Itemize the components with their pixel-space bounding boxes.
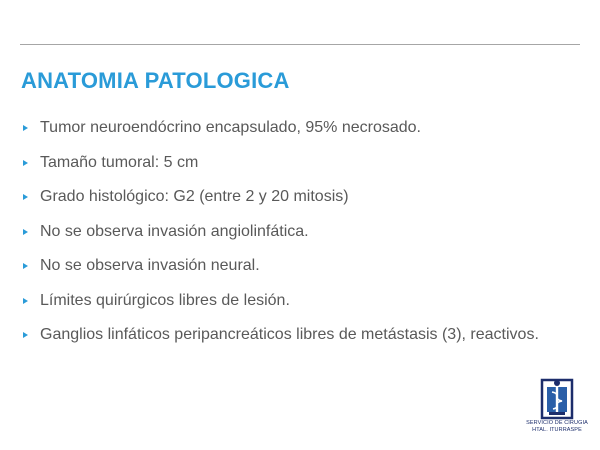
logo-line-service: SERVICIO DE CIRUGIA: [526, 420, 588, 426]
hospital-emblem-icon: [540, 376, 574, 420]
bullet-text: No se observa invasión neural.: [40, 257, 260, 274]
bullet-arrow-icon: [23, 194, 28, 200]
bullet-item: [20, 325, 540, 344]
bullet-item: [20, 153, 540, 172]
bullet-arrow-icon: [23, 160, 28, 166]
bullet-arrow-icon: [23, 229, 28, 235]
slide-title: ANATOMIA PATOLOGICA: [21, 68, 290, 93]
bullet-arrow-icon: [23, 298, 28, 304]
bullet-item: [20, 118, 540, 137]
bullet-item: [20, 291, 540, 310]
bullet-item: [20, 187, 540, 206]
bullet-list: [20, 118, 540, 360]
logo-line-hospital: HTAL. ITURRASPE: [532, 427, 582, 433]
bullet-text: Tamaño tumoral: 5 cm: [40, 153, 199, 171]
bullet-text: Grado histológico: G2 (entre 2 y 20 mitosis): [40, 188, 349, 205]
bullet-arrow-icon: [23, 263, 28, 269]
hospital-logo: [518, 376, 596, 446]
bullet-arrow-icon: [23, 125, 28, 131]
bullet-arrow-icon: [23, 332, 28, 338]
bullet-text: Ganglios linfáticos peripancreáticos libres de metástasis (3), reactivos.: [40, 326, 539, 343]
header-divider: [20, 44, 580, 45]
bullet-item: [20, 256, 540, 275]
bullet-text: No se observa invasión angiolinfática.: [40, 222, 309, 240]
bullet-text: Tumor neuroendócrino encapsulado, 95% necrosado.: [40, 119, 421, 136]
bullet-text: Límites quirúrgicos libres de lesión.: [40, 291, 290, 309]
bullet-item: [20, 222, 540, 241]
